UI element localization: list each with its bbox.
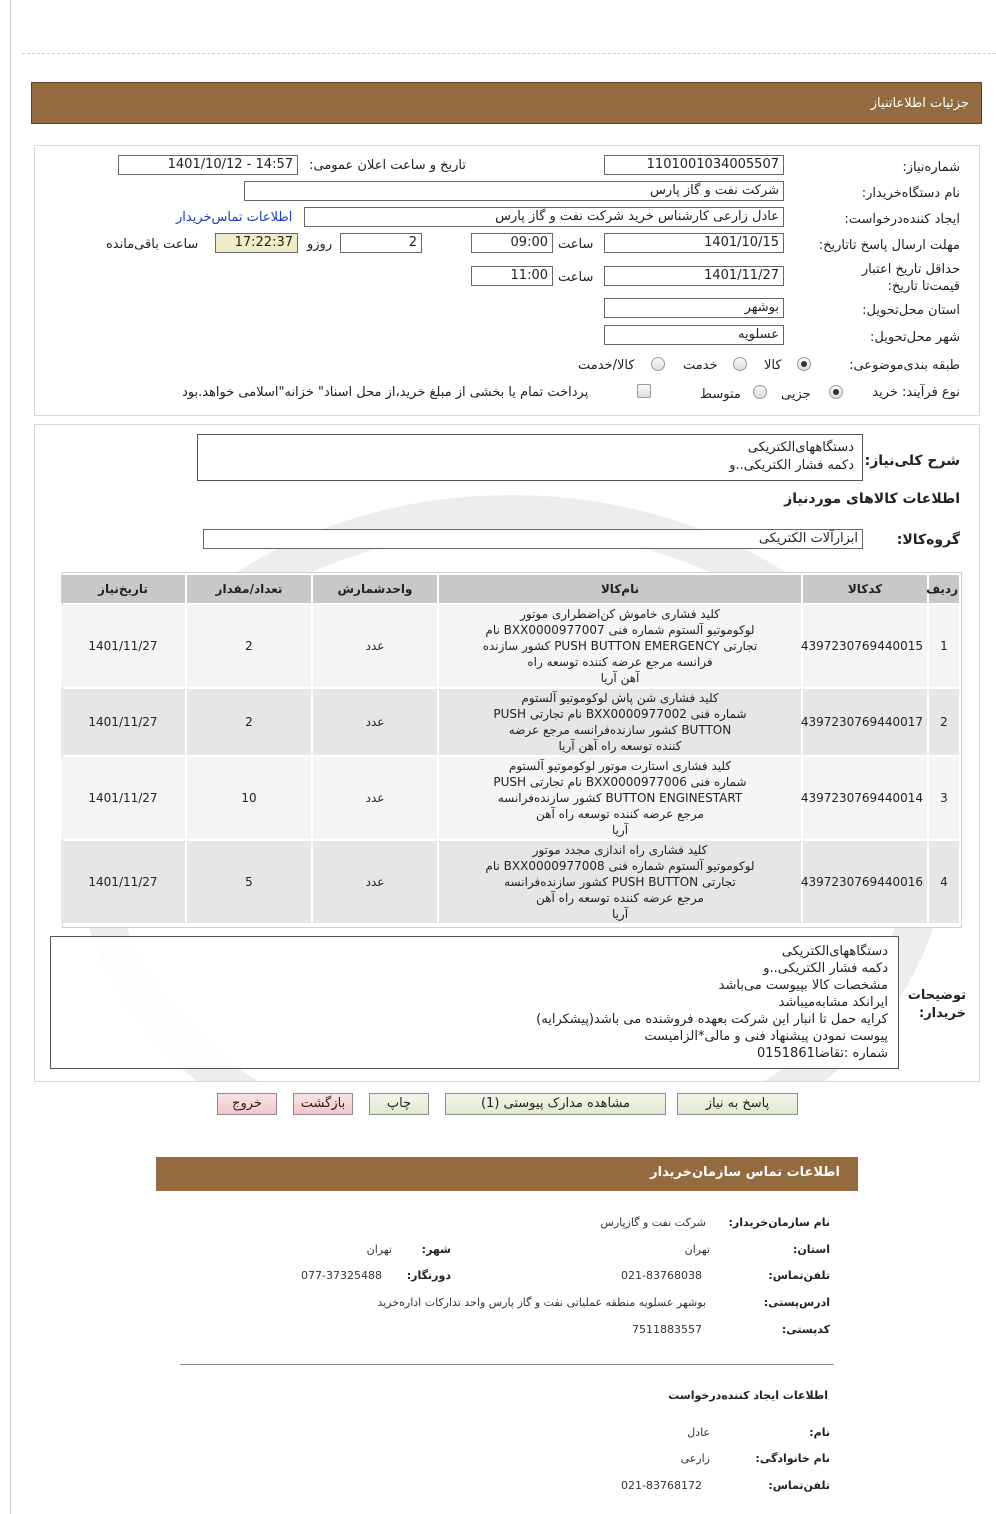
top-dashed-divider [22,53,996,54]
contact-fax-value: 077-37325488 [301,1269,382,1282]
cell-name [439,757,801,839]
buyer-contact-link[interactable]: اطلاعات تماس‌خریدار [176,210,293,225]
table-row [61,841,959,923]
col-header-unit: واحدشمارش [313,575,437,603]
buyer-note-line: کرایه حمل تا انبار این شرکت بعهده فروشنده می باشد(پیشکرایه) [536,1012,888,1027]
name-line: کلید فشاری استارت موتور لوکوموتیو آلستوم [508,759,732,773]
print-button[interactable]: چاپ [369,1093,429,1115]
contact-phone-label: تلفن‌تماس: [768,1269,830,1282]
cell-unit: عدد [313,605,437,687]
buyer-org-field: شرکت نفت و گاز پارس [244,181,784,201]
cell-date: 1401/11/27 [61,689,185,755]
table-row [61,689,959,755]
table-row [61,757,959,839]
contact-fax-label: دورنگار: [406,1269,451,1282]
cell-qty: 5 [187,841,311,923]
remaining-time-field: 17:22:37 [215,233,298,253]
cell-name [439,841,801,923]
cell-name [439,689,801,755]
buyer-note-line: پیوست نمودن پیشنهاد فنی و مالی*الزامیست [644,1029,888,1044]
creator-label: ایجاد کننده‌درخواست: [844,212,960,227]
contact-title: اطلاعات تماس سازمان‌خریدار [650,1165,840,1180]
days-field: 2 [340,233,422,253]
remaining-label: ساعت باقی‌مانده [106,237,199,252]
category-service-label: خدمت [683,358,718,373]
buyer-note-line: مشخصات کالا بپیوست می‌باشد [718,978,888,993]
name-line: کلید فشاری راه اندازی مجدد موتور [532,843,708,857]
reply-button[interactable]: پاسخ به نیاز [677,1093,798,1115]
summary-box [197,434,863,481]
city-label: شهر محل‌تحویل: [870,330,960,345]
goods-group-field: ابزارآلات الکتریکی [203,529,863,549]
cell-index: 2 [929,689,959,755]
col-header-name: نام‌کالا [439,575,801,603]
contact-postal-value: 7511883557 [632,1323,702,1336]
exit-button[interactable]: خروج [217,1093,277,1115]
back-button[interactable]: بازگشت [293,1093,353,1115]
validity-time-field: 11:00 [471,266,553,286]
name-line: مرجع عرضه کننده توسعه راه آهن [536,891,704,905]
cell-code: 4397230769440014 [803,757,927,839]
summary-line-1: دستگاههای‌الکتریکی [747,440,854,455]
name-line: آریا [611,823,629,837]
cell-index: 3 [929,757,959,839]
table-row [61,605,959,687]
cell-unit: عدد [313,841,437,923]
creator-family-label: نام خانوادگی: [755,1452,830,1465]
treasury-payment-checkbox[interactable] [637,384,651,398]
goods-table-container [62,572,962,928]
goods-table [59,573,961,925]
creator-field: عادل زارعی کارشناس خرید شرکت نفت و گاز پارس [304,207,784,227]
contact-header-bar [156,1157,858,1191]
name-line: لوکوموتیو آلستوم شماره فنی BXX0000977008 نام [485,859,755,873]
contact-postal-label: کدپستی: [781,1323,830,1336]
deadline-date-field: 1401/10/15 [604,233,784,253]
name-line: کلید فشاری خاموش کن‌اضطراری موتور [520,607,720,621]
process-medium-label: متوسط [700,387,741,402]
creator-phone-value: 021-83768172 [621,1479,702,1492]
buyer-note-line: ایرانکد مشابه‌میباشد [778,995,888,1010]
page-header-bar [31,82,982,124]
category-goods-service-radio[interactable] [651,357,665,371]
category-label: طبقه بندی‌موضوعی: [849,358,960,373]
name-line: کلید فشاری شن پاش لوکوموتیو آلستوم [521,691,719,705]
process-minor-radio[interactable] [829,385,843,399]
buyer-note-line: دستگاههای‌الکتریکی [781,944,888,959]
creator-family-value: زارعی [680,1452,710,1465]
goods-info-title: اطلاعات کالاهای موردنیاز [784,491,960,507]
contact-address-value: بوشهر عسلویه منطقه عملیاتی نفت و گاز پارس واحد تدارکات اداره‌خرید [377,1296,706,1309]
buyer-note-line: شماره :تقاضا0151861 [756,1046,888,1061]
name-line: شماره فنی BXX0000977002 نام تجارتی PUSH [493,707,747,721]
process-minor-label: جزیی [781,387,811,402]
contact-phone-value: 021-83768038 [621,1269,702,1282]
validity-time-label: ساعت [558,270,594,285]
cell-qty: 2 [187,605,311,687]
col-header-code: کدکالا [803,575,927,603]
cell-qty: 2 [187,689,311,755]
cell-date: 1401/11/27 [61,605,185,687]
summary-line-2: دکمه فشار الکتریکی..و [729,458,854,473]
col-header-index: ردیف [929,575,959,603]
contact-divider [180,1364,834,1365]
cell-name [439,605,801,687]
deadline-time-field: 09:00 [471,233,553,253]
category-goods-service-label: کالا/خدمت [578,358,635,373]
name-line: مرجع عرضه کننده توسعه راه آهن [536,807,704,821]
announce-label: تاریخ و ساعت اعلان عمومی: [309,158,466,173]
treasury-payment-note: پرداخت تمام یا بخشی از مبلغ خرید،از محل اسناد" خزانه"اسلامی خواهد.بود [182,385,589,400]
view-attachments-button[interactable]: مشاهده مدارک پیوستی (1) [445,1093,666,1115]
cell-unit: عدد [313,689,437,755]
category-goods-radio[interactable] [797,357,811,371]
name-line: آهن آریا [600,671,640,685]
need-number-label: شماره‌نیاز: [902,160,960,175]
contact-province-value: تهران [684,1243,710,1256]
buyer-note-line: دکمه فشار الکتریکی..و [763,961,888,976]
name-line: لوکوموتیو آلستوم شماره فنی BXX0000977007 نام [485,623,755,637]
creator-info-title: اطلاعات ایجاد کننده‌درخواست [668,1389,828,1402]
deadline-label: مهلت ارسال پاسخ تا‌تاریخ: [818,238,960,253]
name-line: شماره فنی BXX0000977006 نام تجارتی PUSH [493,775,747,789]
cell-unit: عدد [313,757,437,839]
buyer-org-label: نام دستگاه‌خریدار: [861,186,960,201]
cell-code: 4397230769440015 [803,605,927,687]
name-line: تجارتی PUSH BUTTON EMERGENCY کشور سازنده [482,639,758,653]
name-line: کننده توسعه راه آهن آریا [558,739,682,753]
cell-date: 1401/11/27 [61,841,185,923]
process-label: نوع فرآیند: خرید [872,385,960,400]
summary-label: شرح کلی‌نیاز: [864,453,960,469]
category-goods-label: کالا [764,358,782,373]
cell-index: 4 [929,841,959,923]
name-line: تجارتی PUSH BUTTON کشور سازنده‌فرانسه [504,875,736,889]
contact-city-label: شهر: [421,1243,451,1256]
province-label: استان محل‌تحویل: [862,303,960,318]
cell-index: 1 [929,605,959,687]
buyer-notes-label: توضیحات خریدار: [907,988,966,1021]
left-border-line [10,0,11,1514]
contact-city-value: تهران [366,1243,392,1256]
name-line: فرانسه مرجع عرضه کننده توسعه راه [527,655,713,669]
table-header-row [61,575,959,603]
process-medium-radio[interactable] [753,385,767,399]
validity-label: حداقل تاریخ اعتبار قیمت‌تا تاریخ: [861,262,960,294]
province-field: بوشهر [604,298,784,318]
days-label: روزو [307,237,333,252]
name-line: آریا [611,907,629,921]
cell-date: 1401/11/27 [61,757,185,839]
cell-qty: 10 [187,757,311,839]
name-line: BUTTON کشور سازنده‌فرانسه مرجع عرضه [508,723,732,737]
creator-name-value: عادل [687,1426,710,1439]
page-title: جزئیات اطلاعاتنیاز [870,96,969,111]
validity-date-field: 1401/11/27 [604,266,784,286]
announce-datetime-field: 1401/10/12 - 14:57 [118,155,298,175]
city-field: عسلویه [604,325,784,345]
category-service-radio[interactable] [733,357,747,371]
contact-address-label: ادرس‌پستی: [763,1296,830,1309]
col-header-date: تاریخ‌نیاز [61,575,185,603]
need-number-field: 1101001034005507 [604,155,784,175]
deadline-time-label: ساعت [558,237,594,252]
creator-phone-label: تلفن‌تماس: [768,1479,830,1492]
creator-name-label: نام: [809,1426,830,1439]
contact-province-label: استان: [793,1243,830,1256]
org-name-label: نام سازمان‌خریدار: [728,1216,830,1229]
cell-code: 4397230769440016 [803,841,927,923]
name-line: BUTTON ENGINESTART کشور سازنده‌فرانسه [497,791,743,805]
col-header-qty: تعداد/مقدار [187,575,311,603]
cell-code: 4397230769440017 [803,689,927,755]
org-name-value: شرکت نفت و گازپارس [600,1216,706,1229]
goods-group-label: گروه‌کالا: [896,532,960,548]
buyer-notes-box [50,936,899,1069]
